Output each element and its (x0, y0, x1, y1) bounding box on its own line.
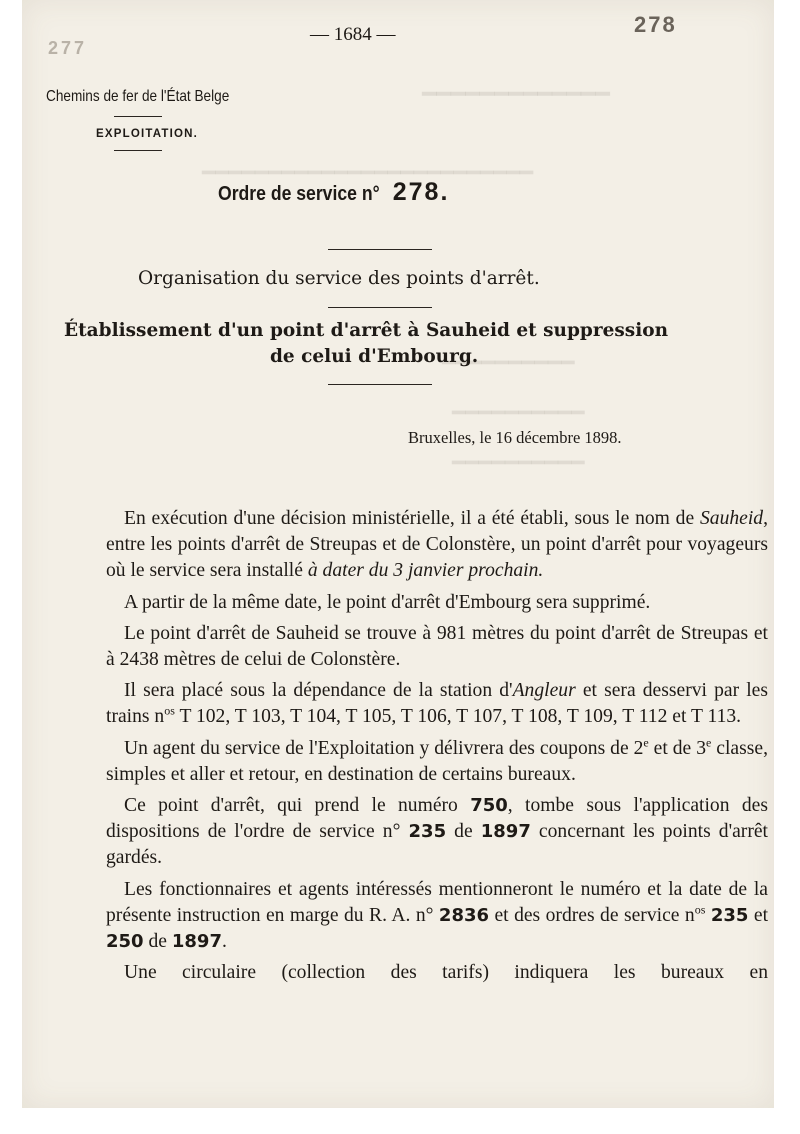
stop-number: 750 (470, 795, 508, 817)
place-name: Sauheid (699, 508, 764, 529)
text-span: . (221, 931, 227, 953)
paragraph (106, 678, 768, 730)
header-divider (114, 116, 162, 117)
text-span: de (446, 821, 481, 843)
superscript: os (164, 703, 175, 718)
text-span: concernant les points d'arrêt gardés. (106, 821, 768, 869)
order-year: 1897 (171, 931, 222, 953)
section-divider (328, 384, 432, 385)
section-divider (328, 307, 432, 308)
text-span: et de 3 (648, 737, 707, 759)
text-span: Un agent du service de l'Exploitation y délivrera des coupons de 2 (124, 737, 644, 759)
order-number: 278. (392, 178, 450, 206)
order-reference: 235 (710, 904, 749, 926)
order-title-prefix: Ordre de service n° (218, 183, 380, 205)
paragraph: Le point d'arrêt de Sauheid se trouve à 981 mètres du point d'arrêt de Streupas et à 2438 mètres de celui de Colonstère. (106, 622, 768, 671)
station-name: Angleur (512, 680, 576, 702)
text-span: de (143, 931, 172, 953)
subject-heading-line2: de celui d'Embourg. (270, 346, 479, 367)
section-heading: Organisation du service des points d'arrêt. (138, 268, 540, 289)
text-span: et des ordres de service n (489, 904, 695, 926)
order-reference: 235 (408, 821, 447, 843)
paragraph: A partir de la même date, le point d'arrêt d'Embourg sera supprimé. (124, 591, 651, 613)
text-span: Il sera placé sous la dépendance de la station d' (124, 680, 513, 702)
train-list: T 102, T 103, T 104, T 105, T 106, T 107, T 108, T 109, T 112 et T 113. (174, 706, 742, 728)
bleed-through-texture: ━━━━━━━━━━━━━━━━━━━━━━━━━ (202, 160, 534, 185)
text-span: Ce point d'arrêt, qui prend le numéro (124, 795, 471, 817)
margin-mark: 277 (48, 38, 88, 58)
order-reference: 250 (106, 931, 144, 953)
bleed-through-texture: ━━━━━━━━━━ (452, 400, 585, 425)
paragraph (106, 736, 768, 788)
header-divider (114, 150, 162, 151)
text-span: Les fonctionnaires et agents intéressés mentionneront le numéro et la date de la présente instruction en marge du R. A. n° (106, 878, 768, 926)
bleed-through-texture: ━━━━━━━━━━ (452, 450, 585, 475)
dateline: Bruxelles, le 16 décembre 1898. (408, 428, 622, 447)
order-number-corner: 278 (634, 12, 677, 37)
paragraph (106, 793, 768, 872)
paragraph (106, 506, 768, 585)
agency-name: Chemins de fer de l'État Belge (46, 88, 230, 105)
text-span: et (748, 904, 769, 926)
text-span: et sera desservi par les trains n (106, 680, 768, 728)
bleed-through-texture: ━━━━━━━━━━ (442, 350, 575, 375)
body-text (106, 506, 768, 991)
text-span: En exécution d'une décision ministérielle, il a été établi, sous le nom de (124, 508, 700, 529)
paragraph (106, 877, 768, 956)
superscript: e (706, 735, 712, 750)
page-number: — 1684 — (310, 24, 396, 45)
document-page (22, 0, 774, 1108)
ra-reference: 2836 (438, 904, 490, 926)
section-divider (328, 249, 432, 250)
order-title (218, 178, 449, 207)
text-span: , tombe sous l'application des dispositions de l'ordre de service n° (106, 795, 768, 843)
text-span: classe, simples et aller et retour, en destination de certains bureaux. (106, 737, 768, 785)
bleed-through-texture: ━━━━━━━━━━━━━ (422, 82, 610, 108)
department-label: EXPLOITATION. (96, 128, 199, 140)
paragraph: Une circulaire (collection des tarifs) indiquera les bureaux en (124, 962, 768, 984)
effective-date: à dater du 3 janvier prochain. (307, 560, 544, 582)
order-year: 1897 (480, 821, 531, 843)
superscript: e (643, 735, 649, 750)
superscript: os (694, 902, 706, 917)
text-span: , entre les points d'arrêt de Streupas et de Colonstère, un point d'arrêt pour voyageurs où le service sera installé (106, 508, 768, 582)
subject-heading-line1: Établissement d'un point d'arrêt à Sauheid et suppression (64, 320, 669, 341)
